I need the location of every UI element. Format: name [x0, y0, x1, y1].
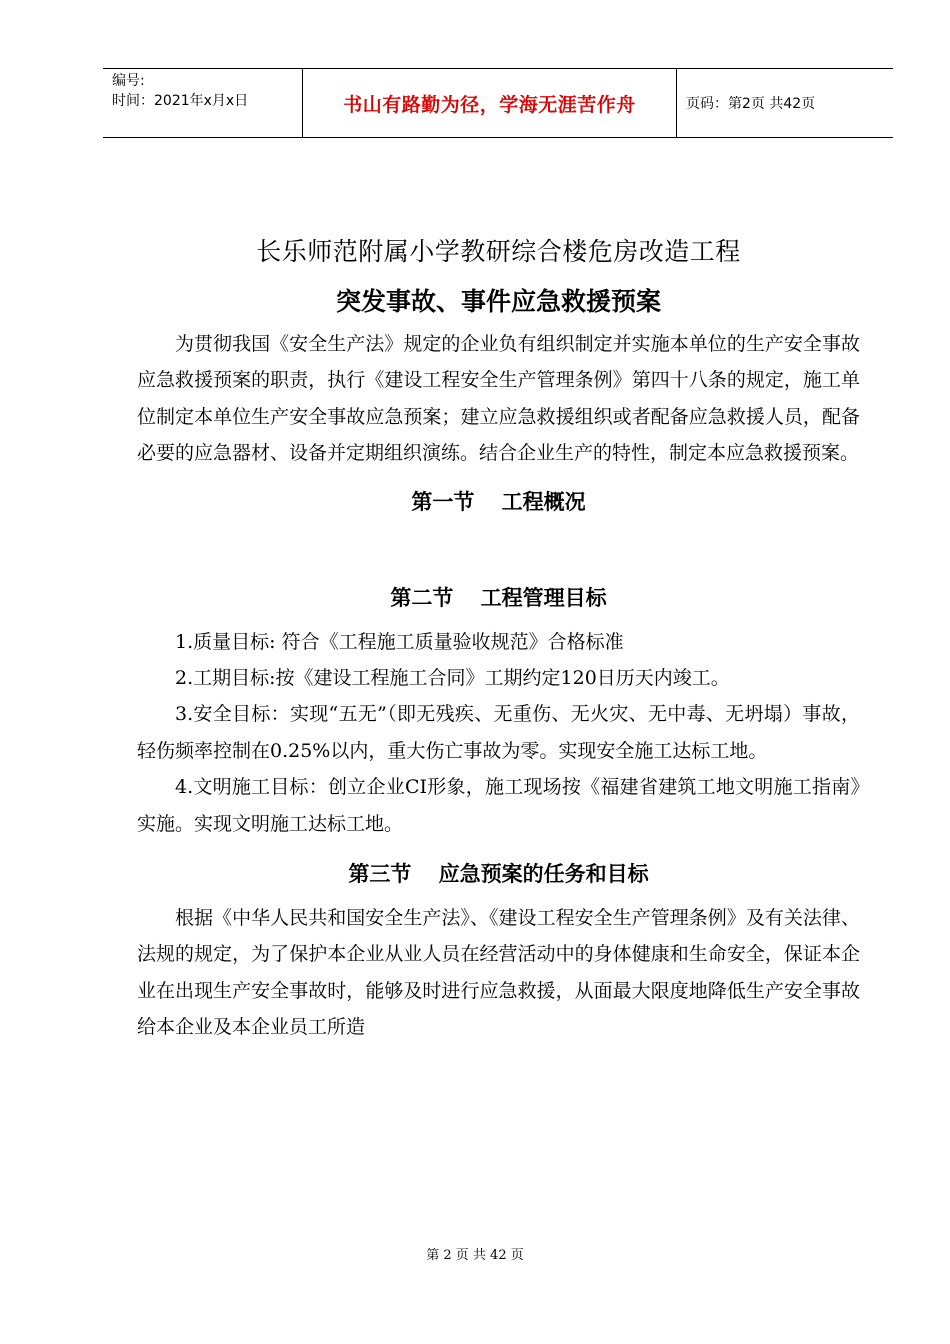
section-1-title: 工程概况 [501, 489, 586, 514]
goal-item-schedule: 2.工期目标:按《建设工程施工合同》工期约定120日历天内竣工。 [175, 667, 730, 690]
goal-item-quality: 1.质量目标: 符合《工程施工质量验收规范》合格标准 [175, 630, 624, 653]
time-label: 时间：2021年x月x日 [112, 93, 249, 109]
header-page-info: 页码：第2页 共42页 [686, 96, 816, 112]
document-subtitle: 突发事故、事件应急救援预案 [335, 287, 661, 316]
section-heading-1 [137, 484, 860, 520]
section-3-paragraph: 根据《中华人民共和国安全生产法》、《建设工程安全生产管理条例》及有关法律、法规的规定，为了保护本企业从业人员在经营活动中的身体健康和生命安全，保证本企业在出现生产安全事故时，能够及时进行应急救援，从面最大限度地降低生产安全事故给本企业及本企业员工所造 [137, 907, 860, 1039]
page-footer: 第 2 页 共 42 页 [426, 1248, 524, 1263]
section-heading-3 [137, 856, 860, 892]
header-meta [103, 69, 303, 137]
page-header [103, 68, 893, 138]
section-3-number: 第三节 [348, 862, 412, 887]
document-body [137, 232, 860, 1046]
section-2-title: 工程管理目标 [480, 585, 607, 610]
number-label: 编号: [112, 73, 145, 89]
section-2-number: 第二节 [390, 585, 454, 610]
section-heading-2 [137, 580, 860, 616]
intro-paragraph: 为贯彻我国《安全生产法》规定的企业负有组织制定并实施本单位的生产安全事故应急救援预案的职责，执行《建设工程安全生产管理条例》第四十八条的规定，施工单位制定本单位生产安全事故应急预案；建立应急救援组织或者配备应急救援人员，配备必要的应急器材、设备并定期组织演练。结合企业生产的特性，制定本应急救援预案。 [137, 333, 860, 465]
header-motto: 书山有路勤为径，学海无涯苦作舟 [303, 69, 677, 137]
section-3-title: 应急预案的任务和目标 [438, 862, 649, 887]
goal-item-civilized: 4.文明施工目标：创立企业CI形象，施工现场按《福建省建筑工地文明施工指南》实施。实现文明施工达标工地。 [137, 776, 860, 835]
goal-item-safety: 3.安全目标：实现“五无”（即无残疾、无重伤、无火灾、无中毒、无坍塌）事故，轻伤频率控制在0.25%以内，重大伤亡事故为零。实现安全施工达标工地。 [137, 703, 860, 762]
section-1-number: 第一节 [411, 489, 475, 514]
document-title: 长乐师范附属小学教研综合楼危房改造工程 [256, 237, 741, 266]
